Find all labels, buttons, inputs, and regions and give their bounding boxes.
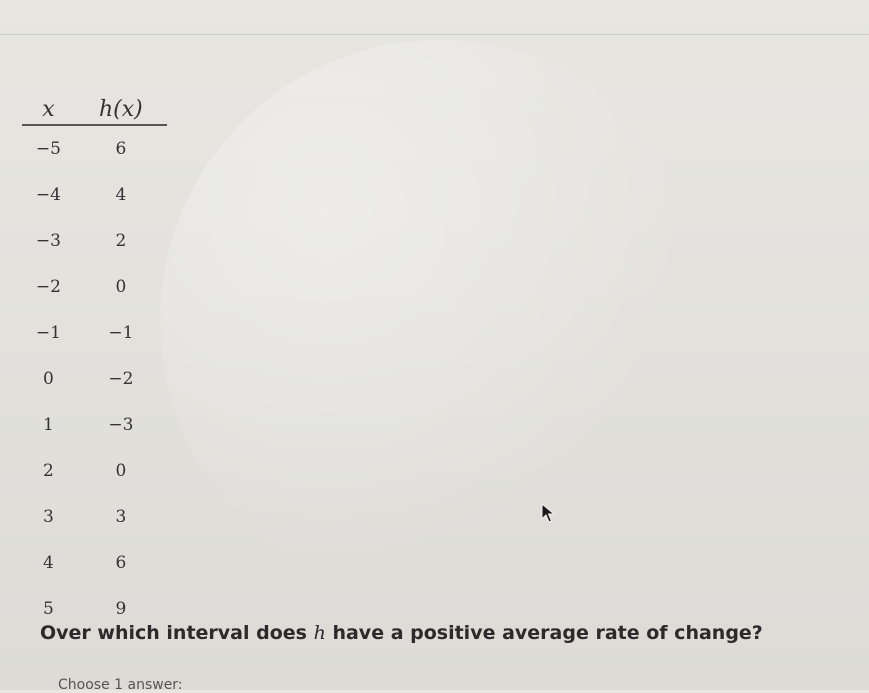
hx-cell: −1 [108, 323, 134, 343]
table-row [22, 540, 167, 586]
x-cell: −5 [35, 139, 61, 159]
x-cell: −4 [35, 185, 61, 205]
table-row [22, 125, 167, 172]
x-cell: 1 [42, 415, 54, 435]
table-row [22, 264, 167, 310]
x-cell: 3 [42, 507, 54, 527]
x-cell: 0 [42, 369, 54, 389]
header-hx: h(x) [75, 80, 167, 125]
question-function-name: h [313, 622, 326, 644]
question-before: Over which interval does [40, 622, 314, 644]
table-row [22, 356, 167, 402]
table-row [22, 310, 167, 356]
x-cell: 2 [42, 461, 54, 481]
mouse-pointer-icon [541, 503, 555, 523]
hx-cell: 0 [115, 277, 127, 297]
x-cell: 4 [42, 553, 54, 573]
x-cell: −3 [35, 231, 61, 251]
hx-cell: 4 [115, 185, 127, 205]
function-table [22, 80, 167, 632]
screen-glare [160, 40, 720, 600]
page-edge [0, 34, 869, 35]
table-row [22, 172, 167, 218]
hx-cell: −3 [108, 415, 134, 435]
hx-cell: 2 [115, 231, 127, 251]
hx-cell: 0 [115, 461, 127, 481]
question-after: have a positive average rate of change? [325, 622, 763, 644]
table-row [22, 402, 167, 448]
hx-cell: 6 [115, 553, 127, 573]
x-cell: −1 [35, 323, 61, 343]
hx-cell: 3 [115, 507, 127, 527]
table-header-row [22, 80, 167, 125]
header-x: x [22, 80, 75, 125]
table-row [22, 448, 167, 494]
table-row [22, 494, 167, 540]
x-cell: 5 [42, 599, 54, 619]
hx-cell: −2 [108, 369, 134, 389]
hx-cell: 6 [115, 139, 127, 159]
hx-cell: 9 [115, 599, 127, 619]
table-row [22, 218, 167, 264]
x-cell: −2 [35, 277, 61, 297]
answer-prompt: Choose 1 answer: [58, 677, 183, 693]
question-text [40, 622, 763, 644]
